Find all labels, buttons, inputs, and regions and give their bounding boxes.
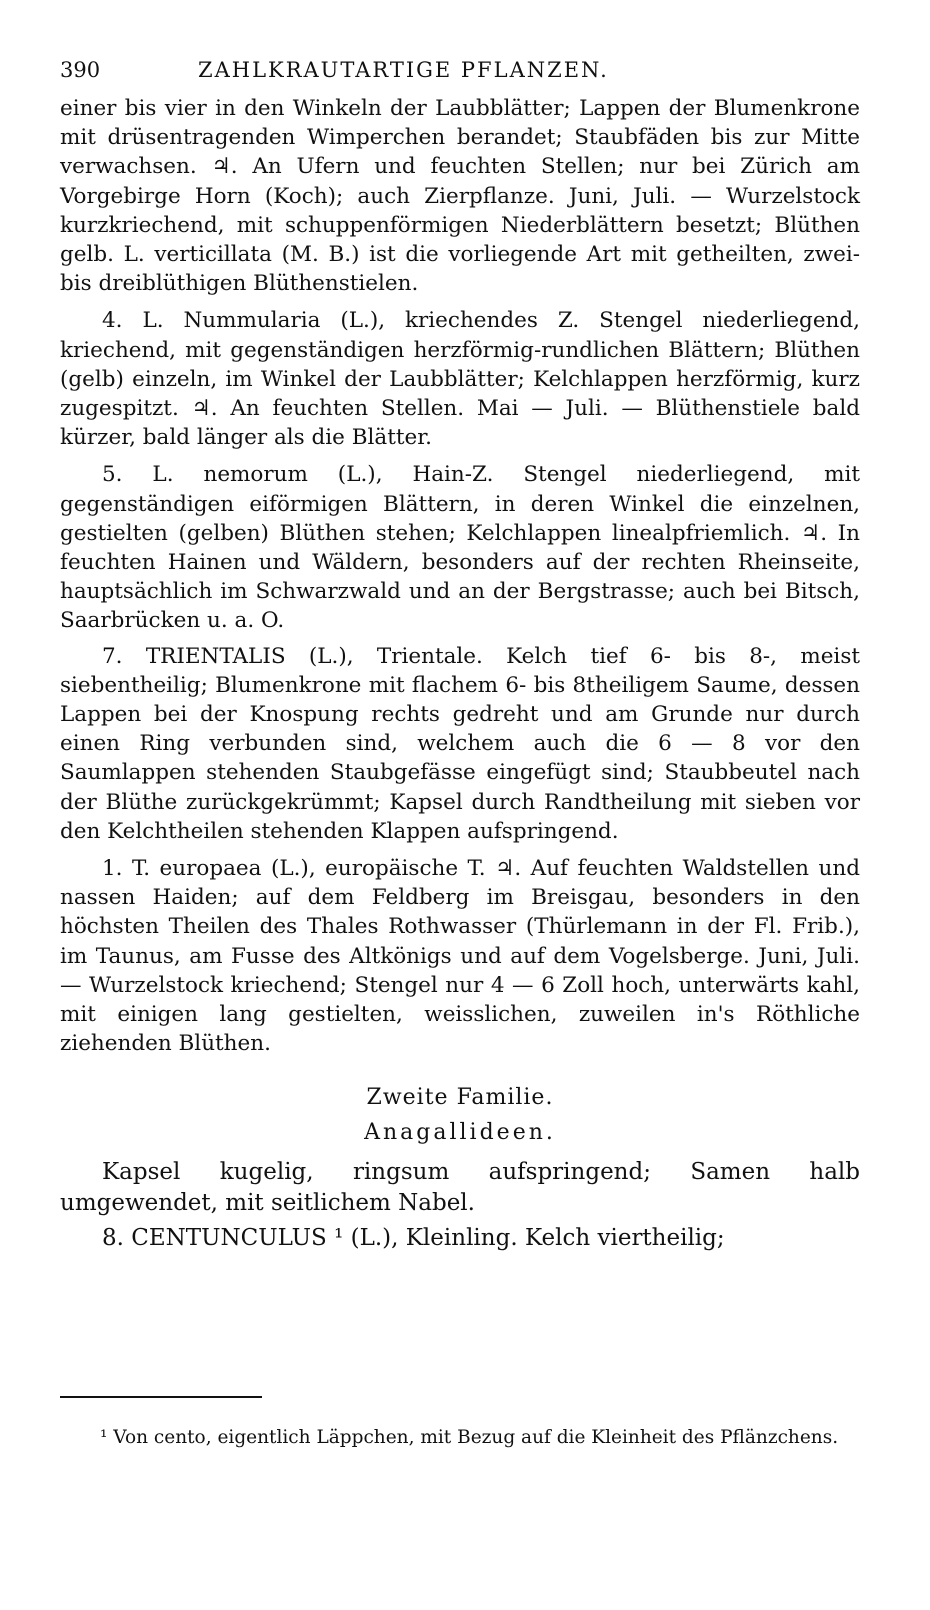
genus-centunculus: 8. CENTUNCULUS ¹ (L.), Kleinling. Kelch viertheilig; [102,1224,725,1251]
body-text [60,94,860,1254]
footnote: ¹ Von cento, eigentlich Läppchen, mit Bezug auf die Kleinheit des Pflänzchens. [100,1426,839,1448]
footnote-rule [60,1396,262,1398]
family-description: Kapsel kugelig, ringsum aufspringend; Samen halb umgewendet, mit seitlichem Nabel. [60,1158,860,1216]
paragraph-continuation: einer bis vier in den Winkeln der Laubblätter; Lappen der Blumenkrone mit drüsentragenden Wimperchen berandet; Staubfäden bis zur Mitte verwachsen. ♃. An Ufern und feuchten Stellen; nur bei Zürich am Vorgebirge Horn (Koch); auch Zierpflanze. Juni, Juli. — Wurzelstock kurzkriechend, mit schuppenförmigen Niederblättern besetzt; Blüthen gelb. L. verticillata (M. B.) ist die vorliegende Art mit getheilten, zwei- bis dreiblüthigen Blüthenstielen. [60,96,860,297]
page-header [60,58,860,94]
book-page [60,58,860,1254]
species-nemorum: 5. L. nemorum (L.), Hain-Z. Stengel niederliegend, mit gegenständigen eiförmigen Blättern, in deren Winkel die einzelnen, gestielten (gelben) Blüthen stehen; Kelchlappen linealpfriemlich. ♃. In feuchten Hainen und Wäldern, besonders auf der rechten Rheinseite, hauptsächlich im Schwarzwald und an der Bergstrasse; auch bei Bitsch, Saarbrücken u. a. O. [60,462,860,634]
species-europaea: 1. T. europaea (L.), europäische T. ♃. Auf feuchten Waldstellen und nassen Haiden; auf dem Feldberg im Breisgau, besonders in den höchsten Theilen des Thales Rothwasser (Thürlemann in der Fl. Frib.), im Taunus, am Fusse des Altkönigs und auf dem Vogelsberge. Juni, Juli. — Wurzelstock kriechend; Stengel nur 4 — 6 Zoll hoch, unterwärts kahl, mit einigen lang gestielten, weisslichen, zuweilen in's Röthliche ziehenden Blüthen. [60,856,860,1057]
running-title: ZAHLKRAUTARTIGE PFLANZEN. [198,58,609,82]
page-number: 390 [60,58,101,82]
species-nummularia: 4. L. Nummularia (L.), kriechendes Z. Stengel niederliegend, kriechend, mit gegenständigen herzförmig-rundlichen Blättern; Blüthen (gelb) einzeln, im Winkel der Laubblätter; Kelchlappen herzförmig, kurz zugespitzt. ♃. An feuchten Stellen. Mai — Juli. — Blüthenstiele bald kürzer, bald länger als die Blätter. [60,308,860,451]
genus-trientalis: 7. TRIENTALIS (L.), Trientale. Kelch tief 6- bis 8-, meist siebentheilig; Blumenkrone mit flachem 6- bis 8theiligem Saume, dessen Lappen bei der Knospung rechts gedreht und am Grunde nur durch einen Ring verbunden sind, welchem auch die 6 — 8 vor den Saumlappen stehenden Staubgefässe eingefügt sind; Staubbeutel nach der Blüthe zurückgekrümmt; Kapsel durch Randtheilung mit sieben vor den Kelchtheilen stehenden Klappen aufspringend. [60,643,860,844]
family-label: Zweite Familie. [366,1084,554,1110]
family-name: Anagallideen. [364,1119,556,1145]
